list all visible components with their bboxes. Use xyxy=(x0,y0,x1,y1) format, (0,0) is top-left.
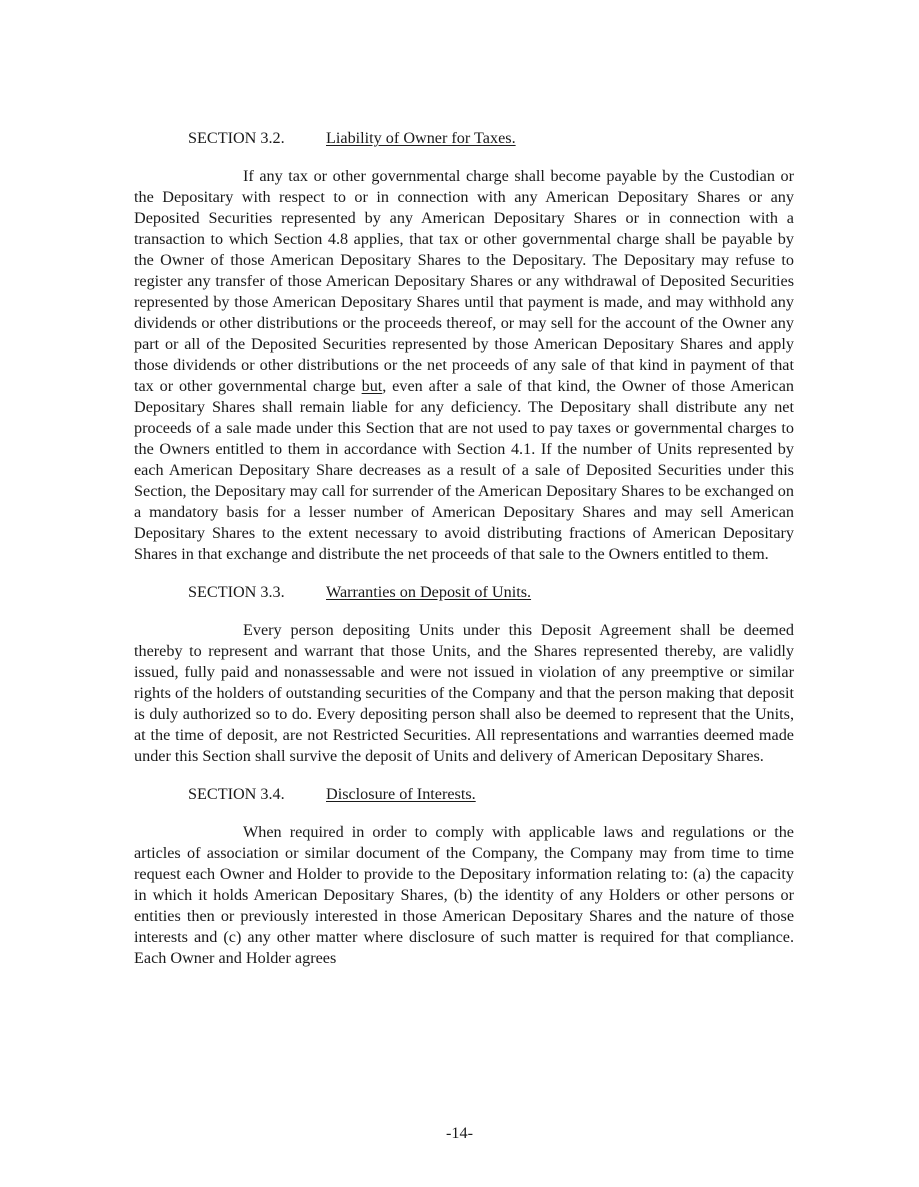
document-page xyxy=(134,128,794,986)
section-3-3-paragraph: Every person depositing Units under this Deposit Agreement shall be deemed thereby to represent and warrant that those Units, and the Shares represented thereby, are validly issued, fully paid and nonassessable and were not issued in violation of any preemptive or similar rights of the holders of outstanding securities of the Company and that the person making that deposit is duly authorized so to do. Every depositing person shall also be deemed to represent that the Units, at the time of deposit, are not Restricted Securities. All representations and warranties deemed made under this Section shall survive the deposit of Units and delivery of American Depositary Shares. xyxy=(134,621,794,765)
section-title: Warranties on Deposit of Units. xyxy=(326,583,532,601)
section-title: Liability of Owner for Taxes. xyxy=(326,129,516,147)
paragraph-text: If any tax or other governmental charge shall become payable by the Custodian or the Depositary with respect to or in connection with any American Depositary Shares or any Deposited Securities represented by any American Depositary Shares or in connection with a transaction to which Section 4.8 applies, that tax or other governmental charge shall be payable by the Owner of those American Depositary Shares to the Depositary. The Depositary may refuse to register any transfer of those American Depositary Shares or any withdrawal of Deposited Securities represented by those American Depositary Shares until that payment is made, and may withhold any dividends or other distributions or the proceeds thereof, or may sell for the account of the Owner any part or all of the Deposited Securities represented by those American Depositary Shares and apply those dividends or other distributions or the net proceeds of any sale of that kind in payment of that tax or other governmental charge xyxy=(134,167,794,395)
section-3-4-paragraph: When required in order to comply with applicable laws and regulations or the articles of association or similar document of the Company, the Company may from time to time request each Owner and Holder to provide to the Depositary information relating to: (a) the capacity in which it holds American Depositary Shares, (b) the identity of any Holders or other persons or entities then or previously interested in those American Depositary Shares and the nature of those interests and (c) any other matter where disclosure of such matter is required for that compliance. Each Owner and Holder agrees xyxy=(134,823,794,967)
section-number: SECTION 3.3. xyxy=(188,583,285,601)
section-3-4-heading xyxy=(134,784,794,805)
section-number: SECTION 3.2. xyxy=(188,129,285,147)
section-3-2-heading xyxy=(134,128,794,149)
underlined-word: but xyxy=(361,377,383,395)
page-number: -14- xyxy=(446,1124,473,1142)
section-3-2-paragraph xyxy=(134,166,794,565)
section-title: Disclosure of Interests. xyxy=(326,785,476,803)
paragraph-text: , even after a sale of that kind, the Owner of those American Depositary Shares shall remain liable for any deficiency. The Depositary shall distribute any net proceeds of a sale made under this Section that are not used to pay taxes or governmental charges to the Owners entitled to them in accordance with Section 4.1. If the number of Units represented by each American Depositary Share decreases as a result of a sale of Deposited Securities under this Section, the Depositary may call for surrender of the American Depositary Shares to be exchanged on a mandatory basis for a lesser number of American Depositary Shares and may sell American Depositary Shares to the extent necessary to avoid distributing fractions of American Depositary Shares in that exchange and distribute the net proceeds of that sale to the Owners entitled to them. xyxy=(134,377,794,563)
section-number: SECTION 3.4. xyxy=(188,785,285,803)
section-3-3-heading xyxy=(134,582,794,603)
